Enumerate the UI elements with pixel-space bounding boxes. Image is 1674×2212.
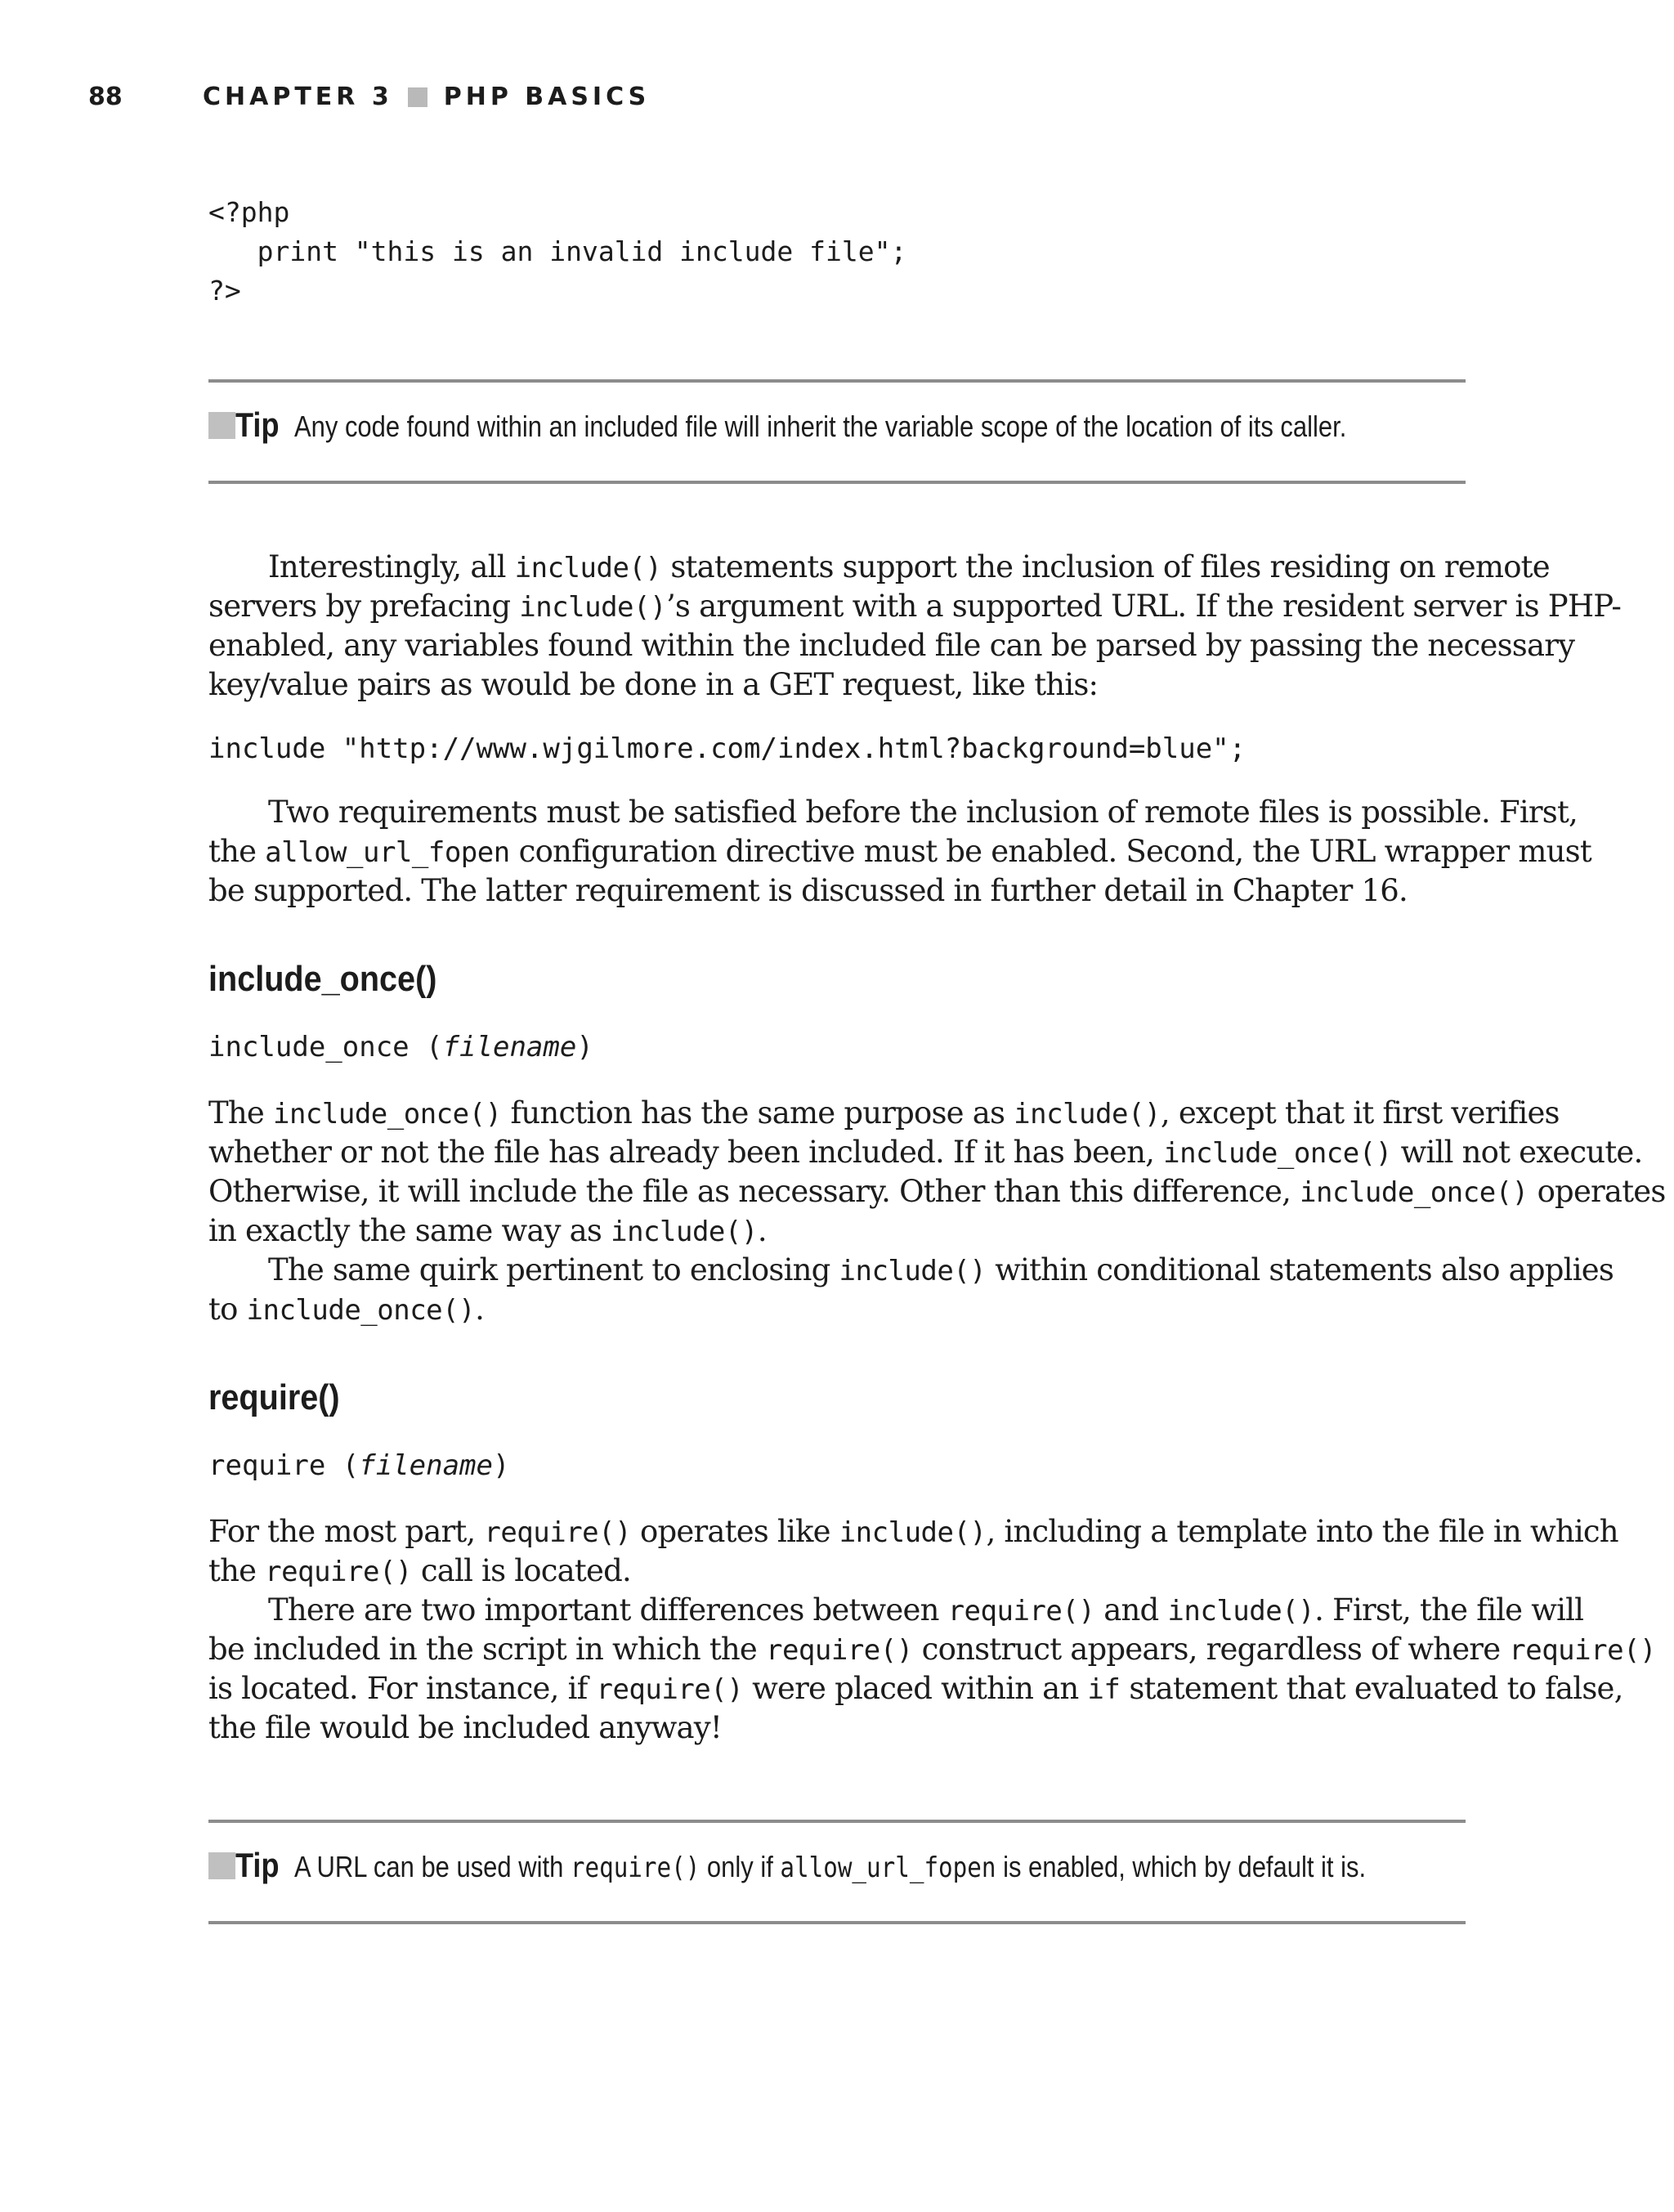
code-line: print "this is an invalid include file"; [208,235,907,267]
text-line: The same quirk pertinent to enclosing include() within conditional statements also applies [268,1252,1614,1287]
inline-code: include() [839,1516,987,1549]
page-number: 88 [88,83,123,111]
inline-code: include() [514,552,662,584]
section-heading-include-once: include_once() [208,959,437,999]
tip-rule-top [208,379,1466,383]
text-line: the require() call is located. [208,1553,631,1588]
tip-text: A URL can be used with require() only if allow_url_fopen is enabled, which by default it is. [294,1850,1367,1884]
text-line: be included in the script in which the require() construct appears, regardless of where require() [208,1632,1656,1667]
code-line: ?> [208,275,241,307]
inline-code: require() [484,1516,632,1549]
text-line: Interestingly, all include() statements support the inclusion of files residing on remote [268,549,1550,584]
text-line: whether or not the file has already been included. If it has been, include_once() will not execute. [208,1135,1643,1170]
text-line: the file would be included anyway! [208,1710,722,1745]
inline-code: include() [611,1216,758,1248]
inline-code: allow_url_fopen [265,836,510,869]
tip-text: Any code found within an included file will inherit the variable scope of the location of its caller. [294,410,1347,443]
inline-code: include_once() [1300,1176,1529,1209]
tip-note [208,405,1518,445]
inline-code: include() [839,1255,987,1287]
text-line: servers by prefacing include()’s argument with a supported URL. If the resident server is PHP- [208,589,1622,624]
text-line: enabled, any variables found within the included file can be parsed by passing the necessary [208,628,1575,663]
tip-rule-bottom [208,481,1466,484]
tip-note [208,1846,1541,1885]
inline-code: include() [1167,1595,1315,1628]
chapter-label: CHAPTER 3 [203,83,393,111]
text-line: in exactly the same way as include(). [208,1213,767,1248]
text-line: to include_once(). [208,1292,485,1327]
function-signature: include_once (filename) [208,1031,593,1063]
tip-square-icon [208,412,235,439]
section-label: PHP BASICS [443,83,651,111]
code-url-include: include "http://www.wjgilmore.com/index.html?background=blue"; [208,732,1247,765]
section-heading-require: require() [208,1377,340,1417]
tip-label: Tip [235,1846,280,1884]
text-line: be supported. The latter requirement is discussed in further detail in Chapter 16. [208,873,1408,908]
inline-code: require() [571,1852,700,1884]
inline-code: include() [519,591,666,624]
inline-code: if [1087,1673,1121,1706]
square-bullet-icon [408,87,427,107]
tip-square-icon [208,1852,235,1879]
text-line: Otherwise, it will include the file as necessary. Other than this difference, include_once() operates [208,1174,1666,1209]
inline-code: require() [265,1556,412,1588]
tip-rule-bottom [208,1921,1466,1924]
code-line: <?php [208,196,290,228]
inline-code: require() [596,1673,744,1706]
text-line: There are two important differences between require() and include(). First, the file will [268,1592,1584,1628]
inline-code: include() [1014,1098,1161,1131]
inline-code: require() [1509,1634,1656,1667]
text-line: The include_once() function has the same purpose as include(), except that it first verifies [208,1095,1560,1131]
inline-code: include_once() [272,1098,502,1131]
text-line: the allow_url_fopen configuration directive must be enabled. Second, the URL wrapper must [208,834,1591,869]
inline-code: require() [947,1595,1095,1628]
text-line: For the most part, require() operates like include(), including a template into the file in which [208,1514,1618,1549]
tip-label: Tip [235,405,280,444]
text-line: Two requirements must be satisfied before the inclusion of remote files is possible. First, [268,795,1578,830]
inline-code: allow_url_fopen [780,1852,996,1884]
running-header [203,83,650,112]
inline-code: include_once() [246,1294,476,1327]
text-line: is located. For instance, if require() were placed within an if statement that evaluated to false, [208,1671,1623,1706]
function-signature: require (filename) [208,1449,510,1482]
inline-code: require() [765,1634,913,1667]
tip-rule-top [208,1820,1466,1823]
text-line: key/value pairs as would be done in a GET request, like this: [208,667,1099,702]
inline-code: include_once() [1163,1137,1392,1170]
